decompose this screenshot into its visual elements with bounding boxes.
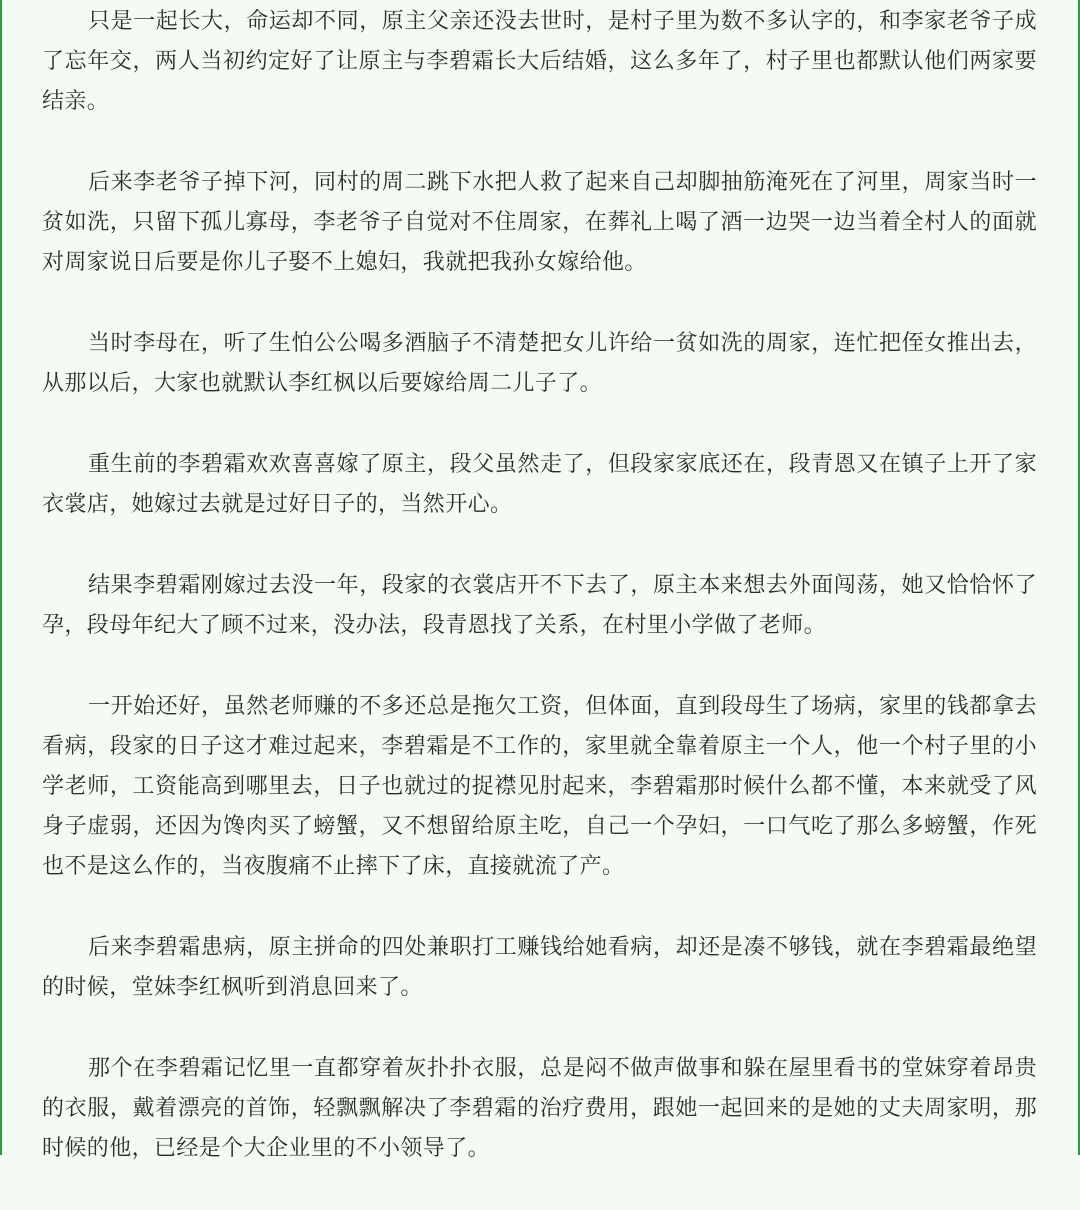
paragraph-6: 一开始还好，虽然老师赚的不多还总是拖欠工资，但体面，直到段母生了场病，家里的钱都拿去看病，段家的日子这才难过起来，李碧霜是不工作的，家里就全靠着原主一个人，他一个村子里的小学老师，工资能高到哪里去，日子也就过的捉襟见肘起来，李碧霜那时候什么都不懂，本来就受了风身子虚弱，还因为馋肉买了螃蟹，又不想留给原主吃，自己一个孕妇，一口气吃了那么多螃蟹，作死也不是这么作的，当夜腹痛不止摔下了床，直接就流了产。: [42, 694, 1037, 879]
paragraph-5: 结果李碧霜刚嫁过去没一年，段家的衣裳店开不下去了，原主本来想去外面闯荡，她又恰恰怀了孕，段母年纪大了顾不过来，没办法，段青恩找了关系，在村里小学做了老师。: [42, 573, 1037, 638]
article-body: [42, 2, 1037, 1210]
paragraph-8: 那个在李碧霜记忆里一直都穿着灰扑扑衣服，总是闷不做声做事和躲在屋里看书的堂妹穿着昂贵的衣服，戴着漂亮的首饰，轻飘飘解决了李碧霜的治疗费用，跟她一起回来的是她的丈夫周家明，那时候的他，已经是个大企业里的不小领导了。: [42, 1056, 1037, 1161]
paragraph-2: 后来李老爷子掉下河，同村的周二跳下水把人救了起来自己却脚抽筋淹死在了河里，周家当时一贫如洗，只留下孤儿寡母，李老爷子自觉对不住周家，在葬礼上喝了酒一边哭一边当着全村人的面就对周家说日后要是你儿子娶不上媳妇，我就把我孙女嫁给他。: [42, 170, 1037, 275]
paragraph-4: 重生前的李碧霜欢欢喜喜嫁了原主，段父虽然走了，但段家家底还在，段青恩又在镇子上开了家衣裳店，她嫁过去就是过好日子的，当然开心。: [42, 452, 1037, 517]
paragraph-3: 当时李母在，听了生怕公公喝多酒脑子不清楚把女儿许给一贫如洗的周家，连忙把侄女推出去，从那以后，大家也就默认李红枫以后要嫁给周二儿子了。: [42, 331, 1037, 396]
paragraph-7: 后来李碧霜患病，原主拼命的四处兼职打工赚钱给她看病，却还是凑不够钱，就在李碧霜最绝望的时候，堂妹李红枫听到消息回来了。: [42, 935, 1037, 1000]
paragraph-1: 只是一起长大，命运却不同，原主父亲还没去世时，是村子里为数不多认字的，和李家老爷子成了忘年交，两人当初约定好了让原主与李碧霜长大后结婚，这么多年了，村子里也都默认他们两家要结亲。: [42, 9, 1037, 114]
